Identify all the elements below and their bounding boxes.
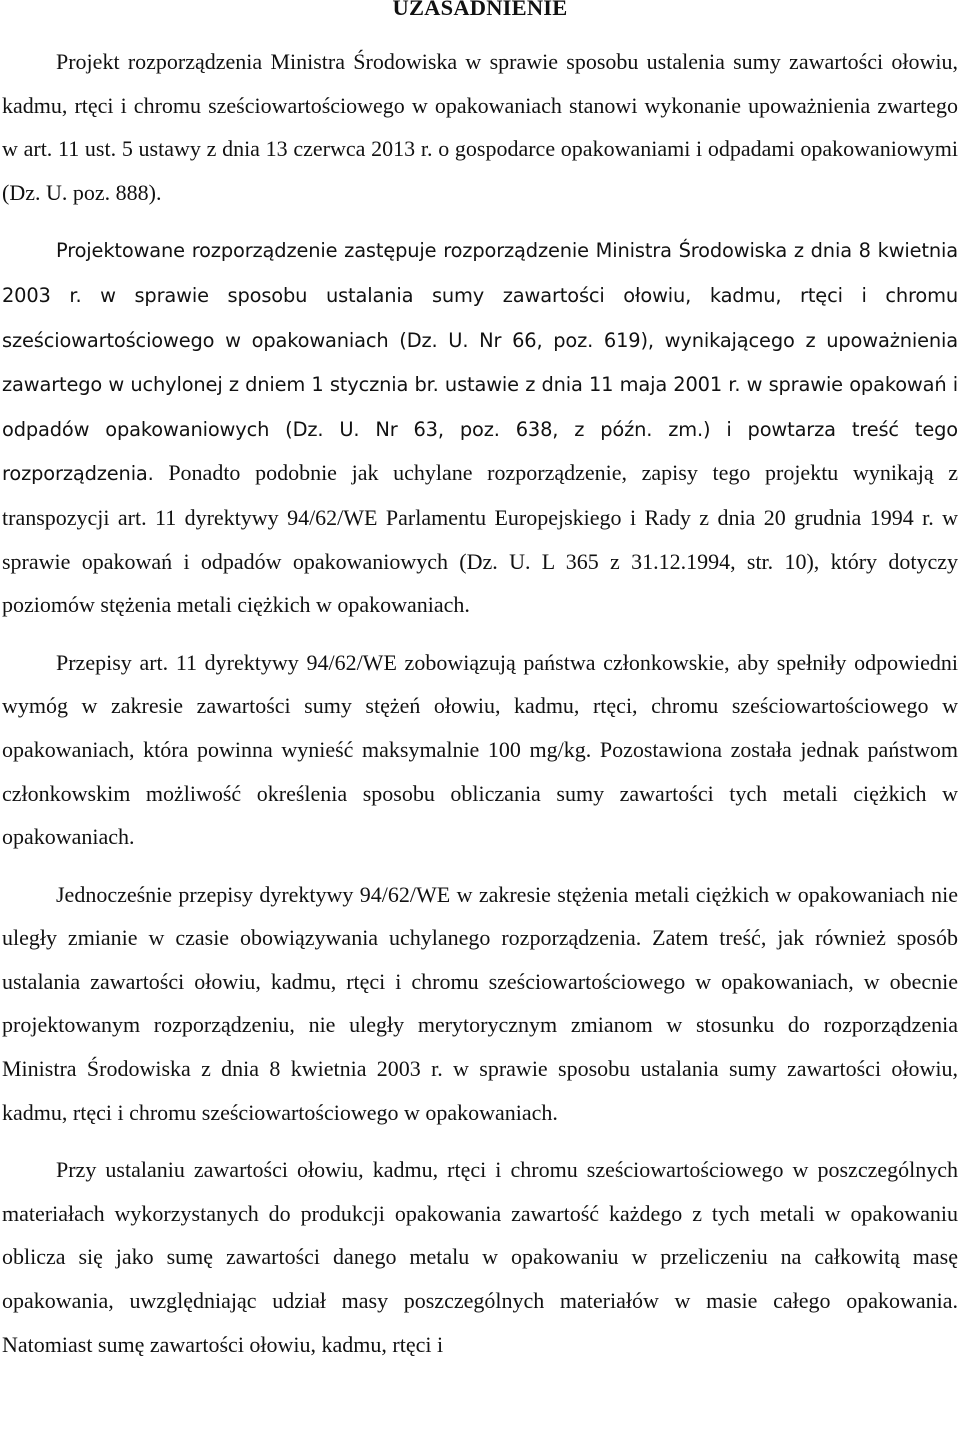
paragraph-2-text-part-1: Projektowane rozporządzenie zastępuje rozporządzenie Ministra Środowiska z dnia 8 kwietnia 2003 r. w sprawie sposobu ustalania sumy zawartości ołowiu, kadmu, rtęci i chromu sześciowartościowego w opakowaniach (Dz. U. Nr 66, poz. 619), wynikającego z upoważnienia zawartego w uchylonej z dniem 1 stycznia br. ustawie z dnia 11 maja 2001 r. w sprawie opakowań i odpadów opakowaniowych (Dz. U. Nr 63, poz. 638, z późn. zm.) i powtarza treść tego rozporządzenia. <box>2 239 958 486</box>
paragraph-4 <box>2 873 958 1135</box>
paragraph-2-text-part-2: Ponadto podobnie jak uchylane rozporządzenie, zapisy tego projektu wynikają z transpozycji art. 11 dyrektywy 94/62/WE Parlamentu Europejskiego i Rady z dnia 20 grudnia 1994 r. w sprawie opakowań i odpadów opakowaniowych (Dz. U. L 365 z 31.12.1994, str. 10), który dotyczy poziomów stężenia metali ciężkich w opakowaniach. <box>2 460 958 618</box>
paragraph-4-text: Jednocześnie przepisy dyrektywy 94/62/WE w zakresie stężenia metali ciężkich w opakowaniach nie uległy zmianie w czasie obowiązywania uchylanego rozporządzenia. Zatem treść, jak również sposób ustalania zawartości ołowiu, kadmu, rtęci i chromu sześciowartościowego w opakowaniach, w obecnie projektowanym rozporządzeniu, nie uległy merytorycznym zmianom w stosunku do rozporządzenia Ministra Środowiska z dnia 8 kwietnia 2003 r. w sprawie sposobu ustalania sumy zawartości ołowiu, kadmu, rtęci i chromu sześciowartościowego w opakowaniach. <box>2 881 958 1125</box>
paragraph-5-text: Przy ustalaniu zawartości ołowiu, kadmu, rtęci i chromu sześciowartościowego w poszczególnych materiałach wykorzystanych do produkcji opakowania zawartość każdego z tych metali w opakowaniu oblicza się jako sumę zawartości danego metalu w opakowaniu w przeliczeniu na całkowitą masę opakowania, uwzględniając udział masy poszczególnych materiałów w masie całego opakowania. Natomiast sumę zawartości ołowiu, kadmu, rtęci i <box>2 1157 958 1357</box>
paragraph-5 <box>2 1148 958 1366</box>
paragraph-2 <box>2 228 958 626</box>
document-title: UZASADNIENIE <box>392 0 568 20</box>
paragraph-3 <box>2 641 958 859</box>
paragraph-1-text: Projekt rozporządzenia Ministra Środowiska w sprawie sposobu ustalenia sumy zawartości ołowiu, kadmu, rtęci i chromu sześciowartościowego w opakowaniach stanowi wykonanie upoważnienia zwartego w art. 11 ust. 5 ustawy z dnia 13 czerwca 2013 r. o gospodarce opakowaniami i odpadami opakowaniowymi (Dz. U. poz. 888). <box>2 49 958 205</box>
paragraph-1 <box>2 40 958 214</box>
paragraph-3-text: Przepisy art. 11 dyrektywy 94/62/WE zobowiązują państwa członkowskie, aby spełniły odpowiedni wymóg w zakresie zawartości sumy stężeń ołowiu, kadmu, rtęci, chromu sześciowartościowego w opakowaniach, która powinna wynieść maksymalnie 100 mg/kg. Pozostawiona została jednak państwom członkowskim możliwość określenia sposobu obliczania sumy zawartości tych metali ciężkich w opakowaniach. <box>2 649 958 850</box>
